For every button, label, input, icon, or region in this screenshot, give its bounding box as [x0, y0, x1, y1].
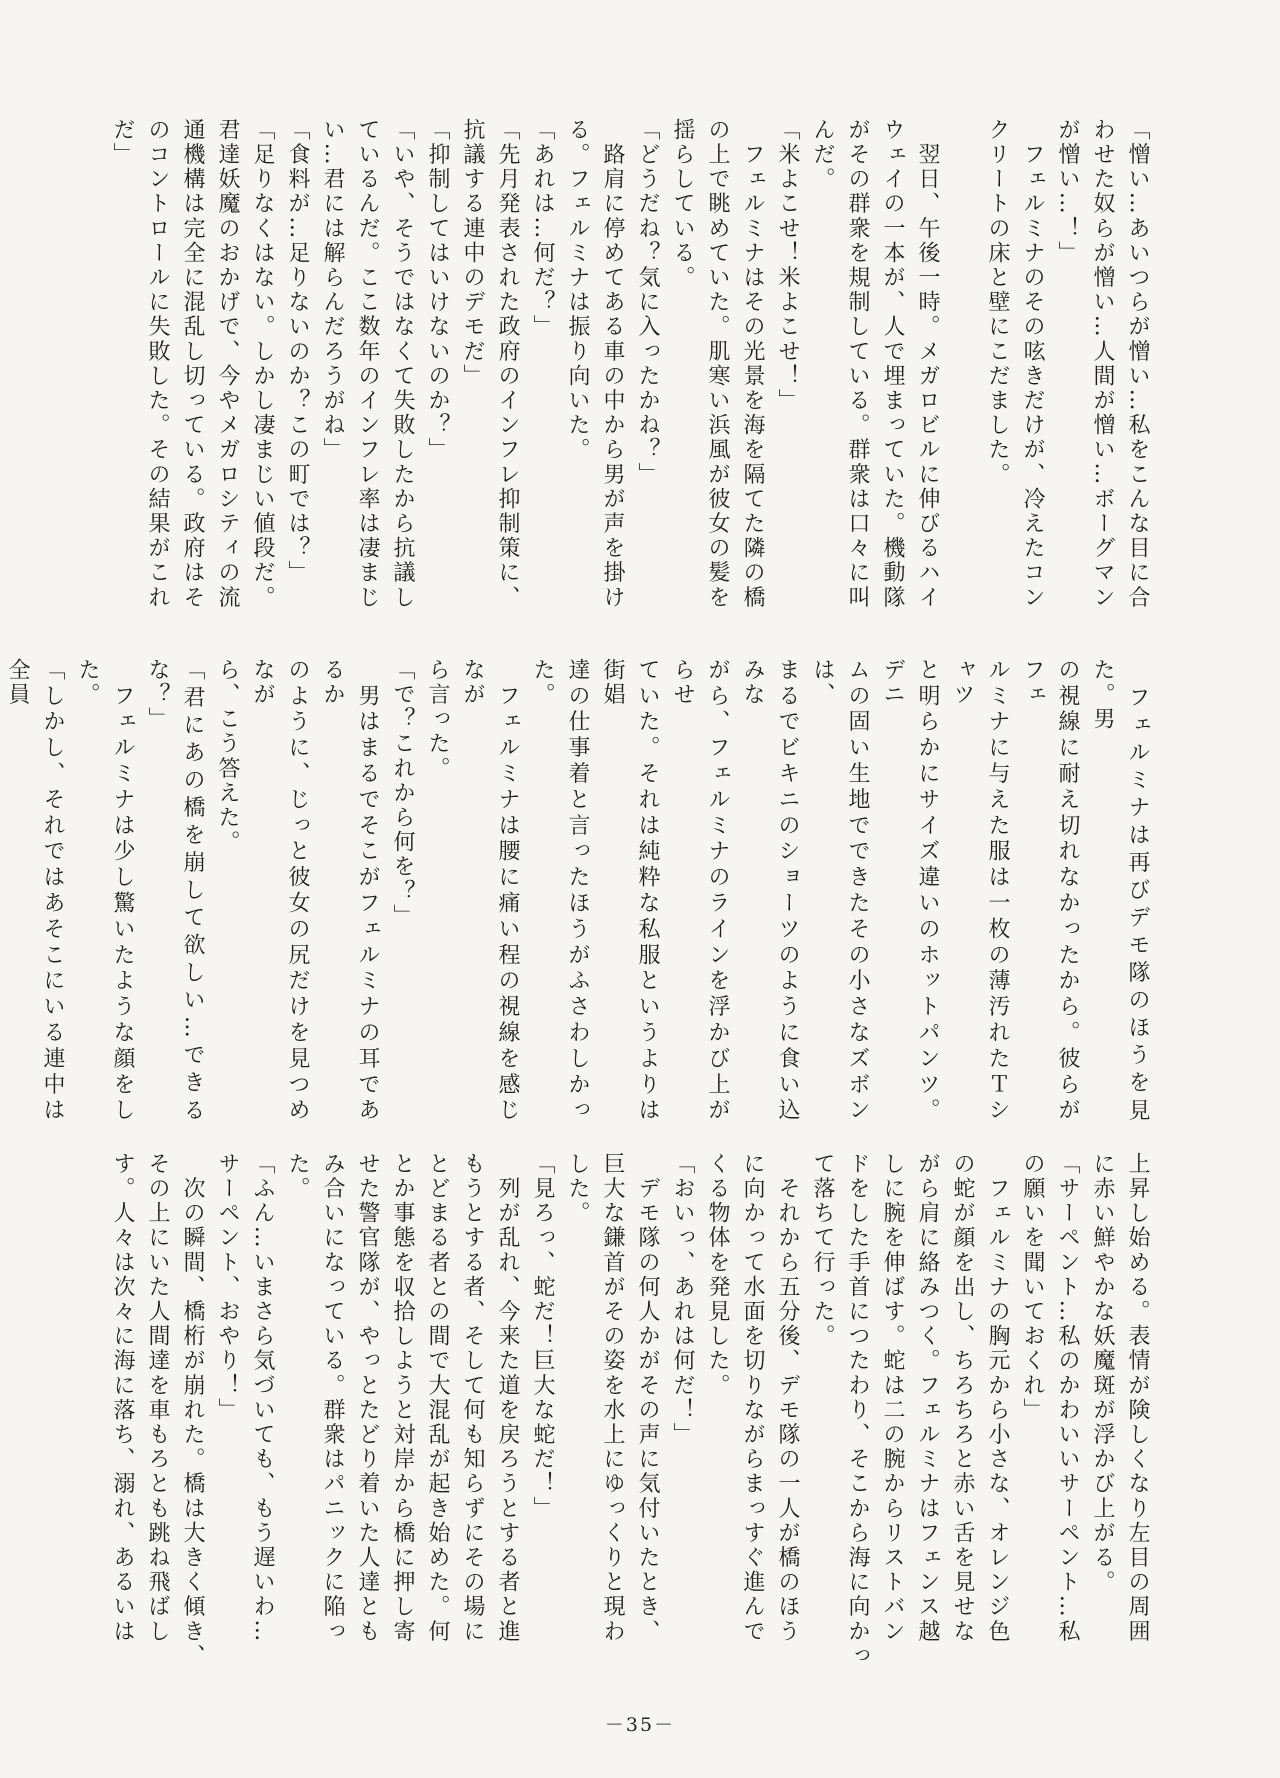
- text-line: が憎い…！」: [1055, 118, 1080, 266]
- text-line: ウェイの一本が、人で埋まっていた。機動隊: [880, 118, 905, 610]
- page-number: －35－: [604, 1714, 676, 1736]
- text-line: [945, 118, 980, 633]
- text-line: もうとする者、そして何も知らずにその場に: [460, 1152, 485, 1644]
- text-line: くる物体を発見した。: [705, 1152, 730, 1398]
- text-line: 上昇し始める。表情が険しくなり左目の周囲: [1125, 1152, 1150, 1644]
- text-line: とどまる者との間で大混乱が起き始めた。何: [425, 1152, 450, 1644]
- text-line: のコントロールに失敗した。その結果がこれ: [145, 118, 170, 610]
- text-line: 達の仕事着と言ったほうがふさわしかった。: [530, 658, 590, 1123]
- text-line: しに腕を伸ばす。蛇は二の腕からリストバン: [880, 1152, 905, 1644]
- text-line: せた警官隊が、やっとたどり着いた人達とも: [355, 1152, 380, 1644]
- text-line: の視線に耐え切れなかったから。彼らがフェ: [1020, 658, 1080, 1123]
- text-line: て落ちて行った。: [810, 1152, 835, 1349]
- text-line: ムの固い生地でできたその小さなズボンは、: [810, 658, 870, 1123]
- text-line: 翌日、午後一時。メガロビルに伸びるハイ: [915, 118, 940, 610]
- lower-text-block: [60, 1152, 1155, 1677]
- text-line: 「先月発表された政府のインフレ抑制策に、: [495, 118, 520, 610]
- text-line: に赤い鮮やかな妖魔斑が浮かび上がる。: [1090, 1152, 1115, 1595]
- text-line: る。フェルミナは振り向いた。: [565, 118, 590, 463]
- text-line: 「あれは…何だ？」: [530, 118, 555, 340]
- text-line: み合いになっている。群衆はパニックに陥っ: [320, 1152, 345, 1644]
- text-line: その上にいた人間達を車もろとも跳ね飛ばし: [145, 1152, 170, 1644]
- text-line: 抗議する連中のデモだ」: [460, 118, 485, 389]
- text-line: 「ふん…いまさら気づいても、もう遅いわ…: [250, 1152, 275, 1644]
- text-line: の上で眺めていた。肌寒い浜風が彼女の髪を: [705, 118, 730, 610]
- text-line: フェルミナはその光景を海を隔てた隣の橋: [740, 118, 765, 610]
- text-line: 「足りなくはない。しかし凄まじい値段だ。: [250, 118, 275, 610]
- text-line: い…君には解らんだろうがね」: [320, 118, 345, 463]
- text-line: ていた。それは純粋な私服というよりは街娼: [600, 658, 660, 1123]
- text-line: 「食料が…足りないのか？この町では？」: [285, 118, 310, 586]
- text-line: のように、じっと彼女の尻だけを見つめなが: [250, 658, 310, 1123]
- text-line: 「米よこせ！米よこせ！」: [775, 118, 800, 414]
- text-line: ているんだ。ここ数年のインフレ率は凄まじ: [355, 118, 380, 610]
- text-line: 「見ろっ、蛇だ！巨大な蛇だ！」: [530, 1152, 555, 1521]
- text-line: 君達妖魔のおかげで、今やメガロシティの流: [215, 118, 240, 610]
- text-line: フェルミナは腰に痛い程の視線を感じなが: [460, 658, 520, 1123]
- text-line: と明らかにサイズ違いのホットパンツ。デニ: [880, 658, 940, 1123]
- text-line: フェルミナの胸元から小さな、オレンジ色: [985, 1152, 1010, 1644]
- middle-text-block: [5, 658, 1155, 1123]
- text-line: の願いを聞いておくれ」: [1020, 1152, 1045, 1423]
- text-line: ドをした手首につたわり、そこから海に向かっ: [845, 1152, 870, 1669]
- text-line: フェルミナは少し驚いたような顔をした。: [75, 658, 135, 1123]
- text-line: た。: [285, 1152, 310, 1202]
- text-line: がその群衆を規制している。群衆は口々に叫: [845, 118, 870, 610]
- text-line: サーペント、おやり！」: [215, 1152, 240, 1423]
- text-line: 「サーペント…私のかわいいサーペント…私: [1055, 1152, 1080, 1644]
- text-line: 「で？これから何を？」: [390, 658, 415, 929]
- text-line: だ」: [110, 118, 135, 168]
- text-line: それから五分後、デモ隊の一人が橋のほう: [775, 1152, 800, 1644]
- text-line: フェルミナのその呟きだけが、冷えたコン: [1020, 118, 1045, 610]
- text-line: 「しかし、それではあそこにいる連中は全員: [5, 658, 65, 1123]
- text-line: ら言った。: [425, 658, 450, 781]
- text-line: クリートの床と壁にこだました。: [985, 118, 1010, 487]
- text-line: 揺らしている。: [670, 118, 695, 291]
- upper-text-block: [60, 118, 1155, 633]
- text-line: わせた奴らが憎い…人間が憎い…ボーグマン: [1090, 118, 1115, 610]
- text-line: フェルミナは再びデモ隊のほうを見た。男: [1090, 658, 1150, 1123]
- text-line: がら、フェルミナのラインを浮かび上がらせ: [670, 658, 730, 1123]
- text-line: 「憎い…あいつらが憎い…私をこんな目に合: [1125, 118, 1150, 610]
- text-line: ルミナに与えた服は一枚の薄汚れたＴシャツ: [950, 658, 1010, 1123]
- text-line: す。人々は次々に海に落ち、溺れ、あるいは: [110, 1152, 135, 1644]
- text-line: とか事態を収拾しようと対岸から橋に押し寄: [390, 1152, 415, 1644]
- text-line: に向かって水面を切りながらまっすぐ進んで: [740, 1152, 765, 1644]
- text-line: 次の瞬間、橋桁が崩れた。橋は大きく傾き、: [180, 1152, 205, 1669]
- text-line: 「抑制してはいけないのか？」: [425, 118, 450, 463]
- text-line: した。: [565, 1152, 590, 1226]
- text-line: 巨大な鎌首がその姿を水上にゆっくりと現わ: [600, 1152, 625, 1644]
- text-line: 列が乱れ、今来た道を戻ろうとする者と進: [495, 1152, 520, 1644]
- text-line: 「どうだね？気に入ったかね？」: [635, 118, 660, 487]
- text-line: 「君にあの橋を崩して欲しい…できるな？」: [145, 658, 205, 1123]
- text-line: ら、こう答えた。: [215, 658, 240, 855]
- text-line: 「いや、そうではなくて失敗したから抗議し: [390, 118, 415, 610]
- text-line: 路肩に停めてある車の中から男が声を掛け: [600, 118, 625, 610]
- text-line: 通機構は完全に混乱し切っている。政府はそ: [180, 118, 205, 610]
- text-line: がら肩に絡みつく。フェルミナはフェンス越: [915, 1152, 940, 1644]
- text-line: 男はまるでそこがフェルミナの耳であるか: [320, 658, 380, 1123]
- text-line: デモ隊の何人かがその声に気付いたとき、: [635, 1152, 660, 1644]
- text-line: 「おいっ、あれは何だ！」: [670, 1152, 695, 1448]
- text-line: んだ。: [810, 118, 835, 192]
- text-line: まるでビキニのショーツのように食い込みな: [740, 658, 800, 1123]
- text-line: の蛇が顔を出し、ちろちろと赤い舌を見せな: [950, 1152, 975, 1644]
